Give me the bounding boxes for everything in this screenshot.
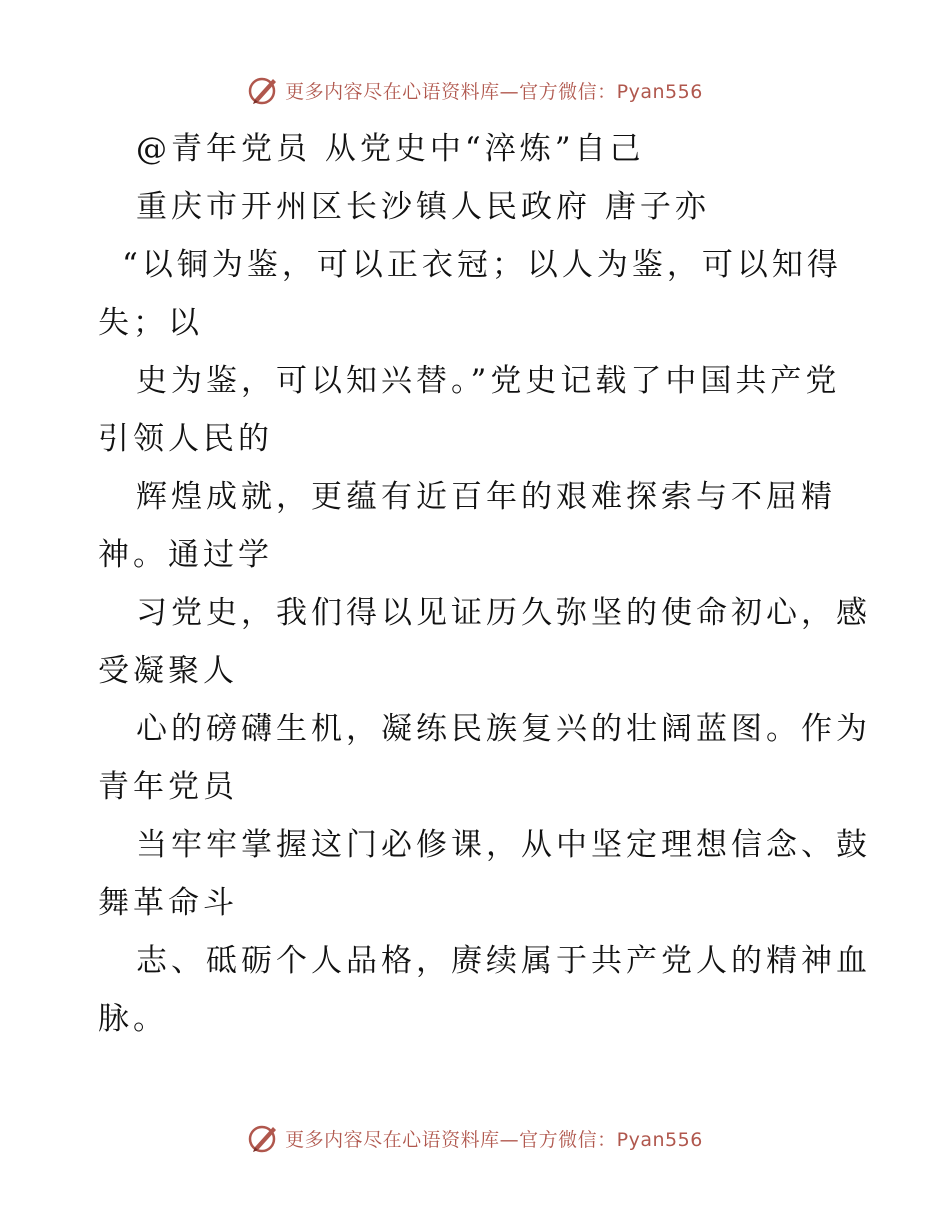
document-body (98, 120, 871, 1048)
paragraph-line: 失；以 (98, 305, 203, 341)
paragraph-line: 舞革命斗 (98, 885, 238, 921)
footer-banner-text: 更多内容尽在心语资料库—官方微信：Pyan556 (285, 1128, 703, 1151)
paragraph-line: “以铜为鉴，可以正衣冠；以人为鉴，可以知得 (122, 247, 842, 283)
header-banner-text: 更多内容尽在心语资料库—官方微信：Pyan556 (285, 80, 703, 103)
header-banner (0, 70, 950, 110)
paragraph-line: 神。通过学 (98, 537, 273, 573)
article-title: @青年党员 从党史中“淬炼”自己 (136, 131, 645, 167)
paragraph-line: 脉。 (98, 1001, 168, 1037)
paragraph-line: 辉煌成就，更蕴有近百年的艰难探索与不屈精 (136, 479, 836, 515)
author-line: 重庆市开州区长沙镇人民政府 唐子亦 (136, 189, 710, 225)
pen-circle-icon (247, 1121, 281, 1155)
pen-circle-icon (247, 73, 281, 107)
paragraph-line: 志、砥砺个人品格，赓续属于共产党人的精神血 (136, 943, 871, 979)
paragraph-line: 受凝聚人 (98, 653, 238, 689)
paragraph-line: 当牢牢掌握这门必修课，从中坚定理想信念、鼓 (136, 827, 871, 863)
paragraph-line: 史为鉴，可以知兴替。”党史记载了中国共产党 (136, 363, 841, 399)
paragraph-line: 引领人民的 (98, 421, 273, 457)
paragraph-line: 青年党员 (98, 769, 238, 805)
paragraph-line: 心的磅礴生机，凝练民族复兴的壮阔蓝图。作为 (136, 711, 871, 747)
paragraph-line: 习党史，我们得以见证历久弥坚的使命初心，感 (136, 595, 871, 631)
footer-banner (0, 1118, 950, 1158)
